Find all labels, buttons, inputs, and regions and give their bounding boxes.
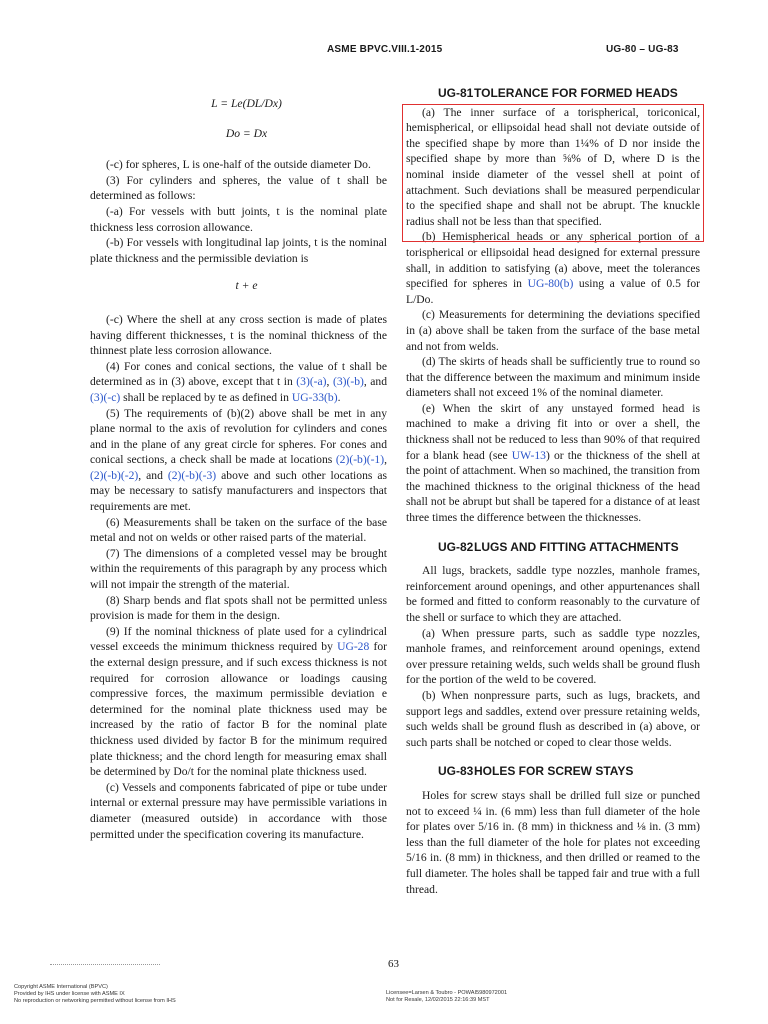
paragraph: (c) Vessels and components fabricated of pipe or tube under internal or external pressure may have permissible variations in diameter (measured outside) in accordance with those permitted under the specification covering its manufacture. — [90, 780, 387, 841]
paragraph: (-a) For vessels with butt joints, t is the nominal plate thickness less corrosion allowance. — [90, 204, 387, 234]
cross-reference-link[interactable]: (3)(-b) — [332, 375, 364, 389]
section-heading-ug82: UG-82LUGS AND FITTING ATTACHMENTS — [438, 539, 679, 554]
paragraph: (3) For cylinders and spheres, the value of t shall be determined as follows: — [90, 173, 387, 203]
paragraph: All lugs, brackets, saddle type nozzles, manhole frames, reinforcement around openings, and other appurtenances shall be formed and fitted to conform reasonably to the curvature of the shell or surface to which they are attached. — [406, 564, 700, 624]
paragraph: (6) Measurements shall be taken on the surface of the base metal and not on welds or other raised parts of the material. — [90, 515, 387, 545]
cross-reference-link[interactable]: (2)(-b)(-1) — [335, 453, 385, 467]
footer-copyright: Copyright ASME International (BPVC) Provided by IHS under license with ASME IX No reproduction or networking permitted without license from IHS — [14, 984, 176, 1004]
paragraph: (-c) for spheres, L is one-half of the outside diameter Do. — [106, 158, 371, 172]
section-heading-ug81: UG-81TOLERANCE FOR FORMED HEADS — [438, 86, 678, 100]
paragraph: (e) When the skirt of any unstayed formed head is machined to make a driving fit into or over a shell, the thickness shall not be reduced to less than 90% of that required for a blank head (see UW-13) or the thickness of the shell at the point of attachment. When so machined, the transition from the machined thickness to the original thickness of the head shall not be abrupt but shall be tapered for a distance of at least three times the difference between the thicknesses. — [406, 401, 700, 525]
cross-reference-link[interactable]: UG-28 — [337, 640, 370, 654]
paragraph: (4) For cones and conical sections, the value of t shall be determined as in (3) above, except that t in (3)(-a), (3)(-b), and (3)(-c) shall be replaced by te as defined in UG-33(b). — [90, 359, 387, 404]
running-header-section-range: UG-80 – UG-83 — [606, 44, 679, 55]
running-header-title: ASME BPVC.VIII.1-2015 — [327, 44, 443, 55]
paragraph: (d) The skirts of heads shall be sufficiently true to round so that the difference between the maximum and minimum inside diameters shall not exceed 1% of the nominal diameter. — [406, 355, 700, 400]
ug81-block — [406, 86, 700, 229]
footer-license: Licensee=Larsen & Toubro - POWAI5980972001 Not for Resale, 12/02/2015 22:16:39 MST — [386, 990, 508, 1003]
footer-divider — [50, 964, 160, 965]
cross-reference-link[interactable]: UW-13 — [511, 448, 546, 462]
cross-reference-link[interactable]: UG-33(b) — [291, 390, 338, 404]
paragraph: (7) The dimensions of a completed vessel may be brought within the requirements of this paragraph by any process which will not impair the strength of the material. — [90, 546, 387, 592]
cross-reference-link[interactable]: UG-80(b) — [527, 277, 574, 291]
right-column — [406, 86, 700, 897]
paragraph: (5) The requirements of (b)(2) above shall be met in any plane normal to the axis of revolution for cylinders and cones and in the plane of any great circle for spheres. For cones and conical sections, a check shall be made at locations (2)(-b)(-1), (2)(-b)(-2), and (2)(-b)(-3) above and such other locations as may be necessary to satisfy manufacturers and inspectors that requirements are met. — [90, 406, 388, 514]
paragraph: (a) When pressure parts, such as saddle type nozzles, manhole frames, and reinforcement around openings, extend over pressure retaining welds, such welds shall be ground flush for the portion of the weld to be covered. — [406, 626, 700, 687]
cross-reference-link[interactable]: (3)(-a) — [296, 375, 327, 389]
cross-reference-link[interactable]: (3)(-c) — [90, 390, 121, 404]
equation-t-plus-e: t + e — [235, 279, 258, 293]
equation-L: L = Le(DL/Dx) — [211, 97, 282, 110]
paragraph: (b) When nonpressure parts, such as lugs, brackets, and support legs and saddles, extend over pressure retaining welds, such welds shall be ground flush as described in (a) above, or such parts shall be notched or coped to clear those welds. — [406, 688, 700, 749]
paragraph: (b) Hemispherical heads or any spherical portion of a torispherical or ellipsoidal head designed for external pressure shall, in addition to satisfying (a) above, meet the tolerances specified for spheres in UG-80(b) using a value of 0.5 for L/Do. — [406, 230, 701, 306]
paragraph: (8) Sharp bends and flat spots shall not be permitted unless provision is made for them in the design. — [90, 593, 387, 623]
paragraph: (c) Measurements for determining the deviations specified in (a) above shall be taken from the surface of the base metal and not from welds. — [406, 308, 700, 353]
paragraph: (9) If the nominal thickness of plate used for a cylindrical vessel exceeds the minimum thickness required by UG-28 for the external design pressure, and if such excess thickness is not required for corrosion allowance or loadings causing compressive forces, the maximum permissible deviation e determined for the nominal plate thickness used may be increased by the ratio of factor B for the nominal plate thickness used divided by factor B for the minimum required plate thickness; and the chord length for measuring emax shall be determined by Do/t for the nominal plate thickness used. — [90, 624, 388, 779]
cross-reference-link[interactable]: (2)(-b)(-2) — [90, 468, 139, 482]
equation-Do: Do = Dx — [225, 126, 268, 140]
left-column — [90, 96, 387, 842]
cross-reference-link[interactable]: (2)(-b)(-3) — [167, 468, 217, 482]
page-number: 63 — [388, 958, 399, 970]
paragraph-highlighted: (a) The inner surface of a torispherical, toriconical, hemispherical, or ellipsoidal head shall not deviate outside of the specified shape by more than 1¼% of D nor inside the specified shape by more than ⅝% of D, where D is the nominal inside diameter of the vessel shell at point of attachment. Such deviations shall be measured perpendicular to the specified shape and shall not be abrupt. The knuckle radius shall not be less than that specified. — [406, 105, 700, 228]
section-heading-ug83: UG-83HOLES FOR SCREW STAYS — [438, 764, 634, 779]
paragraph: (-b) For vessels with longitudinal lap joints, t is the nominal plate thickness and the permissible deviation is — [90, 236, 387, 265]
paragraph: Holes for screw stays shall be drilled full size or punched not to exceed ¼ in. (6 mm) less than full diameter of the hole for plates over 5/16 in. (8 mm) in thickness and ⅛ in. (3 mm) less than the full diameter of the hole for plates not exceeding 5/16 in. (8 mm) in thickness, and then drilled or reamed to the full diameter. The holes shall be tapped fair and true with a full thread. — [406, 788, 700, 896]
paragraph: (-c) Where the shell at any cross section is made of plates having different thicknesses, t is the nominal thickness of the thinnest plate less corrosion allowance. — [90, 312, 387, 358]
